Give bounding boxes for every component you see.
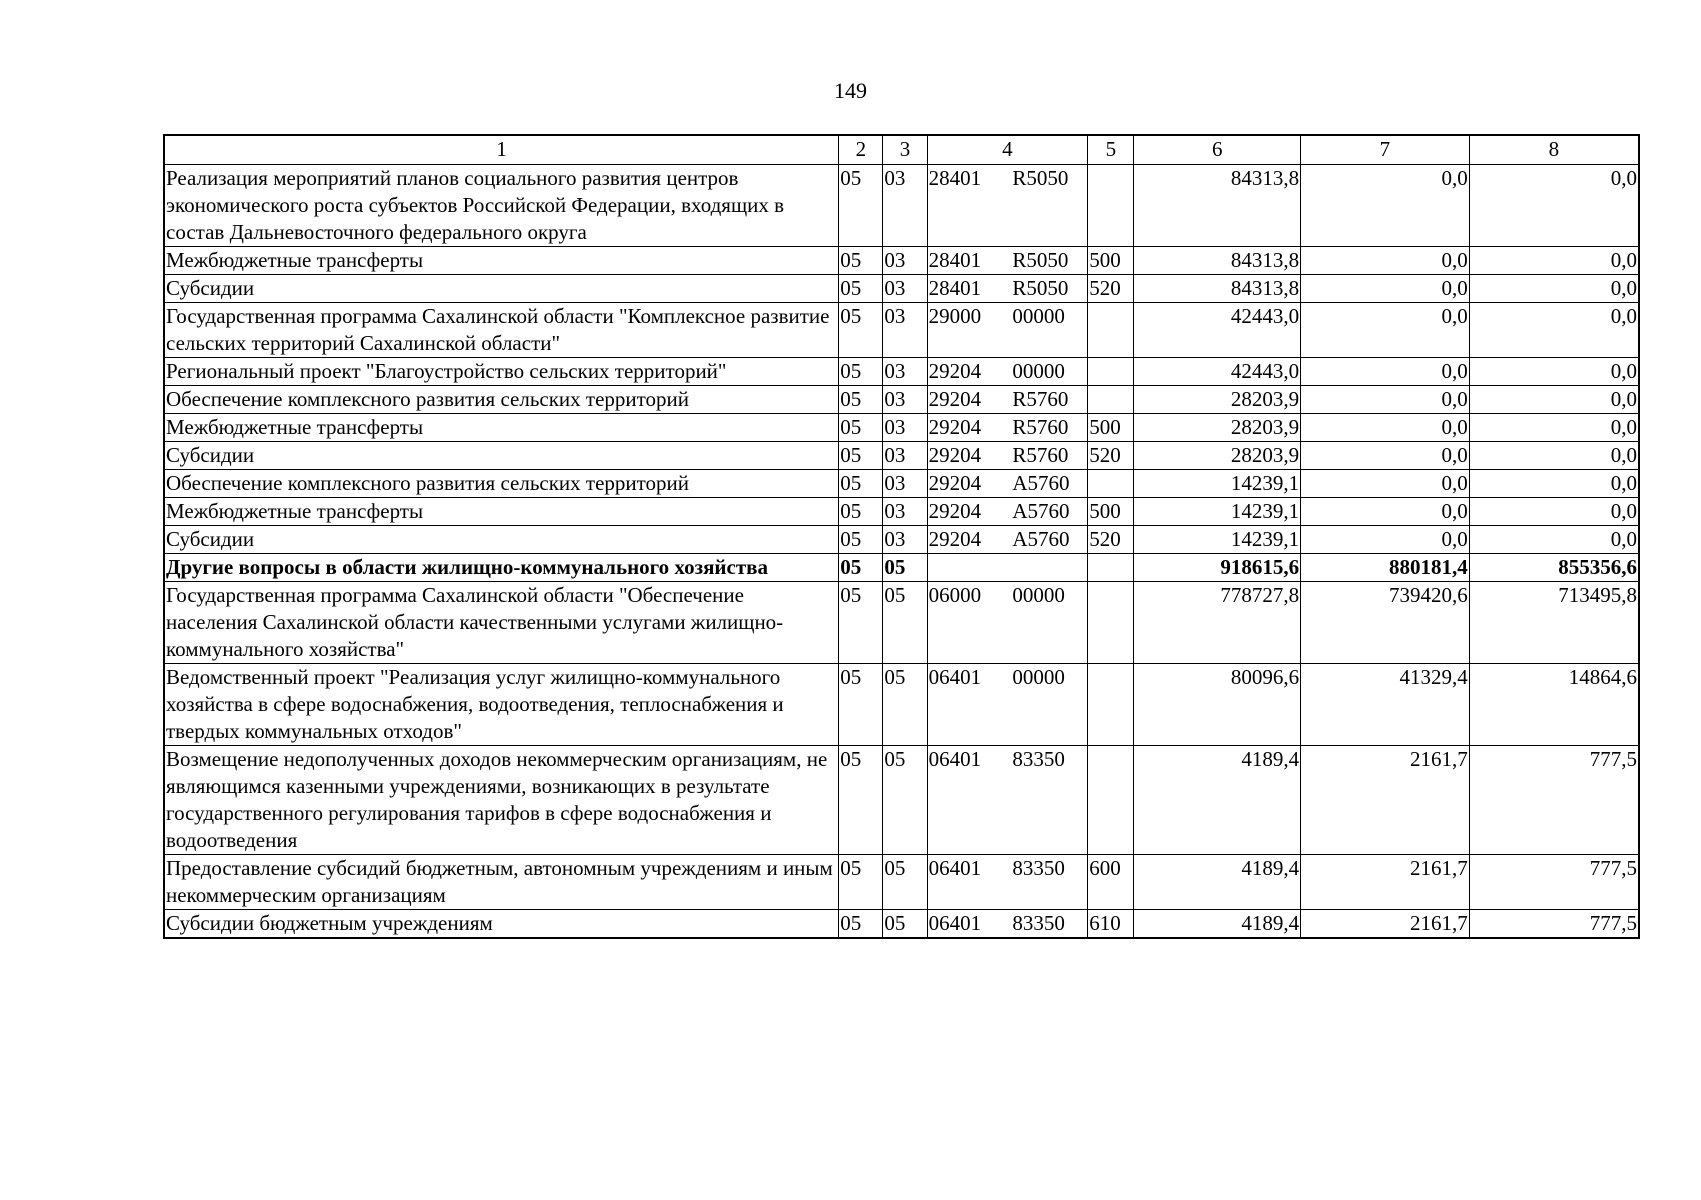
target-article-program-code: 29204 [928, 527, 982, 551]
amount-column-8-cell: 0,0 [1469, 414, 1639, 442]
amount-column-8-cell: 855356,6 [1469, 554, 1639, 582]
table-body [164, 165, 1639, 939]
expense-type-code-cell: 500 [1088, 414, 1134, 442]
target-article-cell [927, 247, 1088, 275]
amount-column-8-cell: 0,0 [1469, 165, 1639, 247]
row-name-cell: Другие вопросы в области жилищно-коммунального хозяйства [164, 554, 839, 582]
section-code-cell: 05 [839, 582, 883, 664]
amount-column-6-cell: 28203,9 [1134, 442, 1301, 470]
column-header-4: 4 [927, 135, 1088, 165]
budget-table [163, 134, 1640, 939]
target-article-direction-code: R5760 [1012, 415, 1069, 439]
expense-type-code-cell: 520 [1088, 442, 1134, 470]
subsection-code-cell: 05 [883, 910, 927, 939]
table-row [164, 910, 1639, 939]
amount-column-6-cell: 918615,6 [1134, 554, 1301, 582]
section-code-cell: 05 [839, 165, 883, 247]
subsection-code-cell: 05 [883, 554, 927, 582]
row-name-cell: Ведомственный проект "Реализация услуг жилищно-коммунального хозяйства в сфере водоснабжения, водоотведения, теплоснабжения и твердых коммунальных отходов" [164, 664, 839, 746]
amount-column-7-cell: 0,0 [1301, 303, 1470, 358]
table-row [164, 526, 1639, 554]
table-row [164, 664, 1639, 746]
row-name-cell: Региональный проект "Благоустройство сельских территорий" [164, 358, 839, 386]
expense-type-code-cell [1088, 386, 1134, 414]
target-article-direction-code: 00000 [1012, 304, 1065, 328]
target-article-direction-code: R5760 [1012, 443, 1069, 467]
amount-column-7-cell: 0,0 [1301, 470, 1470, 498]
target-article-direction-code: 83350 [1012, 911, 1065, 935]
amount-column-8-cell: 0,0 [1469, 247, 1639, 275]
target-article-cell [927, 414, 1088, 442]
target-article-program-code: 29000 [928, 304, 982, 328]
subsection-code-cell: 03 [883, 414, 927, 442]
section-code-cell: 05 [839, 442, 883, 470]
subsection-code-cell: 03 [883, 498, 927, 526]
target-article-direction-code: 00000 [1012, 359, 1065, 383]
target-article-cell [927, 470, 1088, 498]
row-name-cell: Субсидии [164, 442, 839, 470]
amount-column-8-cell: 713495,8 [1469, 582, 1639, 664]
table-row [164, 303, 1639, 358]
section-code-cell: 05 [839, 358, 883, 386]
target-article-cell [927, 554, 1088, 582]
section-code-cell: 05 [839, 855, 883, 910]
subsection-code-cell: 05 [883, 664, 927, 746]
subsection-code-cell: 05 [883, 746, 927, 855]
expense-type-code-cell [1088, 303, 1134, 358]
target-article-cell [927, 582, 1088, 664]
amount-column-7-cell: 0,0 [1301, 442, 1470, 470]
column-header-6: 6 [1134, 135, 1301, 165]
amount-column-7-cell: 0,0 [1301, 386, 1470, 414]
table-row [164, 746, 1639, 855]
amount-column-8-cell: 777,5 [1469, 855, 1639, 910]
amount-column-7-cell: 2161,7 [1301, 855, 1470, 910]
target-article-program-code: 28401 [928, 166, 982, 190]
expense-type-code-cell [1088, 470, 1134, 498]
row-name-cell: Субсидии [164, 275, 839, 303]
amount-column-6-cell: 80096,6 [1134, 664, 1301, 746]
subsection-code-cell: 03 [883, 165, 927, 247]
section-code-cell: 05 [839, 746, 883, 855]
amount-column-8-cell: 0,0 [1469, 275, 1639, 303]
target-article-direction-code: R5760 [1012, 387, 1069, 411]
subsection-code-cell: 03 [883, 526, 927, 554]
target-article-direction-code: A5760 [1012, 527, 1070, 551]
target-article-cell [927, 275, 1088, 303]
table-row [164, 855, 1639, 910]
expense-type-code-cell [1088, 582, 1134, 664]
expense-type-code-cell: 500 [1088, 498, 1134, 526]
target-article-direction-code: 83350 [1012, 856, 1065, 880]
column-header-8: 8 [1469, 135, 1639, 165]
row-name-cell: Государственная программа Сахалинской области "Обеспечение населения Сахалинской области качественными услугами жилищно-коммунального хозяйства" [164, 582, 839, 664]
row-name-cell: Реализация мероприятий планов социального развития центров экономического роста субъектов Российской Федерации, входящих в состав Дальневосточного федерального округа [164, 165, 839, 247]
amount-column-6-cell: 4189,4 [1134, 855, 1301, 910]
target-article-cell [927, 386, 1088, 414]
amount-column-7-cell: 0,0 [1301, 358, 1470, 386]
amount-column-6-cell: 4189,4 [1134, 746, 1301, 855]
amount-column-8-cell: 0,0 [1469, 470, 1639, 498]
column-header-5: 5 [1088, 135, 1134, 165]
target-article-program-code: 29204 [928, 387, 982, 411]
table-row [164, 275, 1639, 303]
table-row [164, 442, 1639, 470]
target-article-program-code: 29204 [928, 443, 982, 467]
row-name-cell: Межбюджетные трансферты [164, 498, 839, 526]
amount-column-8-cell: 0,0 [1469, 526, 1639, 554]
column-header-7: 7 [1301, 135, 1470, 165]
target-article-program-code: 28401 [928, 276, 982, 300]
target-article-program-code: 06401 [928, 665, 982, 689]
target-article-direction-code: 83350 [1012, 747, 1065, 771]
amount-column-7-cell: 0,0 [1301, 526, 1470, 554]
target-article-cell [927, 526, 1088, 554]
row-name-cell: Субсидии бюджетным учреждениям [164, 910, 839, 939]
section-code-cell: 05 [839, 910, 883, 939]
subsection-code-cell: 03 [883, 470, 927, 498]
target-article-program-code: 28401 [928, 248, 982, 272]
amount-column-6-cell: 4189,4 [1134, 910, 1301, 939]
subsection-code-cell: 03 [883, 358, 927, 386]
amount-column-8-cell: 0,0 [1469, 386, 1639, 414]
section-code-cell: 05 [839, 414, 883, 442]
amount-column-6-cell: 84313,8 [1134, 275, 1301, 303]
target-article-program-code: 29204 [928, 359, 982, 383]
expense-type-code-cell: 500 [1088, 247, 1134, 275]
target-article-direction-code: 00000 [1012, 665, 1065, 689]
expense-type-code-cell: 520 [1088, 526, 1134, 554]
section-code-cell: 05 [839, 526, 883, 554]
amount-column-8-cell: 14864,6 [1469, 664, 1639, 746]
target-article-cell [927, 746, 1088, 855]
expense-type-code-cell: 600 [1088, 855, 1134, 910]
row-name-cell: Предоставление субсидий бюджетным, автономным учреждениям и иным некоммерческим организациям [164, 855, 839, 910]
amount-column-6-cell: 42443,0 [1134, 303, 1301, 358]
table-row [164, 582, 1639, 664]
amount-column-7-cell: 739420,6 [1301, 582, 1470, 664]
table-row [164, 470, 1639, 498]
amount-column-7-cell: 2161,7 [1301, 910, 1470, 939]
amount-column-7-cell: 0,0 [1301, 414, 1470, 442]
section-code-cell: 05 [839, 470, 883, 498]
amount-column-6-cell: 778727,8 [1134, 582, 1301, 664]
subsection-code-cell: 03 [883, 386, 927, 414]
target-article-direction-code: A5760 [1012, 499, 1070, 523]
amount-column-7-cell: 0,0 [1301, 498, 1470, 526]
table-row [164, 414, 1639, 442]
target-article-direction-code: 00000 [1012, 583, 1065, 607]
table-row [164, 165, 1639, 247]
target-article-program-code: 29204 [928, 471, 982, 495]
subsection-code-cell: 05 [883, 855, 927, 910]
target-article-program-code: 06000 [928, 583, 982, 607]
target-article-direction-code: A5760 [1012, 471, 1070, 495]
amount-column-8-cell: 0,0 [1469, 498, 1639, 526]
row-name-cell: Обеспечение комплексного развития сельских территорий [164, 386, 839, 414]
expense-type-code-cell [1088, 746, 1134, 855]
column-header-1: 1 [164, 135, 839, 165]
amount-column-6-cell: 28203,9 [1134, 414, 1301, 442]
expense-type-code-cell: 610 [1088, 910, 1134, 939]
subsection-code-cell: 03 [883, 275, 927, 303]
expense-type-code-cell [1088, 358, 1134, 386]
amount-column-8-cell: 777,5 [1469, 746, 1639, 855]
row-name-cell: Возмещение недополученных доходов некоммерческим организациям, не являющимся казенными учреждениями, возникающих в результате государственного регулирования тарифов в сфере водоснабжения и водоотведения [164, 746, 839, 855]
subsection-code-cell: 03 [883, 247, 927, 275]
subsection-code-cell: 03 [883, 303, 927, 358]
amount-column-8-cell: 777,5 [1469, 910, 1639, 939]
amount-column-7-cell: 0,0 [1301, 247, 1470, 275]
expense-type-code-cell [1088, 165, 1134, 247]
target-article-cell [927, 855, 1088, 910]
amount-column-8-cell: 0,0 [1469, 303, 1639, 358]
target-article-program-code: 29204 [928, 499, 982, 523]
row-name-cell: Субсидии [164, 526, 839, 554]
section-code-cell: 05 [839, 664, 883, 746]
row-name-cell: Межбюджетные трансферты [164, 414, 839, 442]
row-name-cell: Межбюджетные трансферты [164, 247, 839, 275]
amount-column-7-cell: 0,0 [1301, 165, 1470, 247]
section-code-cell: 05 [839, 303, 883, 358]
target-article-cell [927, 358, 1088, 386]
row-name-cell: Обеспечение комплексного развития сельских территорий [164, 470, 839, 498]
amount-column-7-cell: 880181,4 [1301, 554, 1470, 582]
target-article-program-code: 06401 [928, 747, 982, 771]
target-article-program-code: 06401 [928, 856, 982, 880]
amount-column-6-cell: 28203,9 [1134, 386, 1301, 414]
target-article-cell [927, 303, 1088, 358]
amount-column-6-cell: 14239,1 [1134, 498, 1301, 526]
header-row [164, 135, 1639, 165]
amount-column-7-cell: 0,0 [1301, 275, 1470, 303]
target-article-cell [927, 498, 1088, 526]
page-number: 149 [834, 78, 867, 103]
column-header-3: 3 [883, 135, 927, 165]
section-code-cell: 05 [839, 386, 883, 414]
target-article-program-code: 06401 [928, 911, 982, 935]
amount-column-6-cell: 84313,8 [1134, 165, 1301, 247]
target-article-cell [927, 165, 1088, 247]
target-article-direction-code: R5050 [1012, 248, 1069, 272]
table-row [164, 358, 1639, 386]
expense-type-code-cell [1088, 554, 1134, 582]
subsection-code-cell: 05 [883, 582, 927, 664]
target-article-cell [927, 664, 1088, 746]
expense-type-code-cell [1088, 664, 1134, 746]
amount-column-6-cell: 42443,0 [1134, 358, 1301, 386]
target-article-direction-code: R5050 [1012, 166, 1069, 190]
amount-column-6-cell: 14239,1 [1134, 526, 1301, 554]
target-article-direction-code: R5050 [1012, 276, 1069, 300]
amount-column-6-cell: 84313,8 [1134, 247, 1301, 275]
table-row [164, 386, 1639, 414]
section-code-cell: 05 [839, 498, 883, 526]
section-code-cell: 05 [839, 275, 883, 303]
table-row [164, 498, 1639, 526]
amount-column-8-cell: 0,0 [1469, 442, 1639, 470]
amount-column-6-cell: 14239,1 [1134, 470, 1301, 498]
table-row [164, 247, 1639, 275]
section-code-cell: 05 [839, 554, 883, 582]
column-header-2: 2 [839, 135, 883, 165]
target-article-program-code: 29204 [928, 415, 982, 439]
section-code-cell: 05 [839, 247, 883, 275]
target-article-cell [927, 442, 1088, 470]
amount-column-7-cell: 41329,4 [1301, 664, 1470, 746]
row-name-cell: Государственная программа Сахалинской области "Комплексное развитие сельских территорий Сахалинской области" [164, 303, 839, 358]
subsection-code-cell: 03 [883, 442, 927, 470]
amount-column-8-cell: 0,0 [1469, 358, 1639, 386]
table-row [164, 554, 1639, 582]
target-article-cell [927, 910, 1088, 939]
expense-type-code-cell: 520 [1088, 275, 1134, 303]
amount-column-7-cell: 2161,7 [1301, 746, 1470, 855]
